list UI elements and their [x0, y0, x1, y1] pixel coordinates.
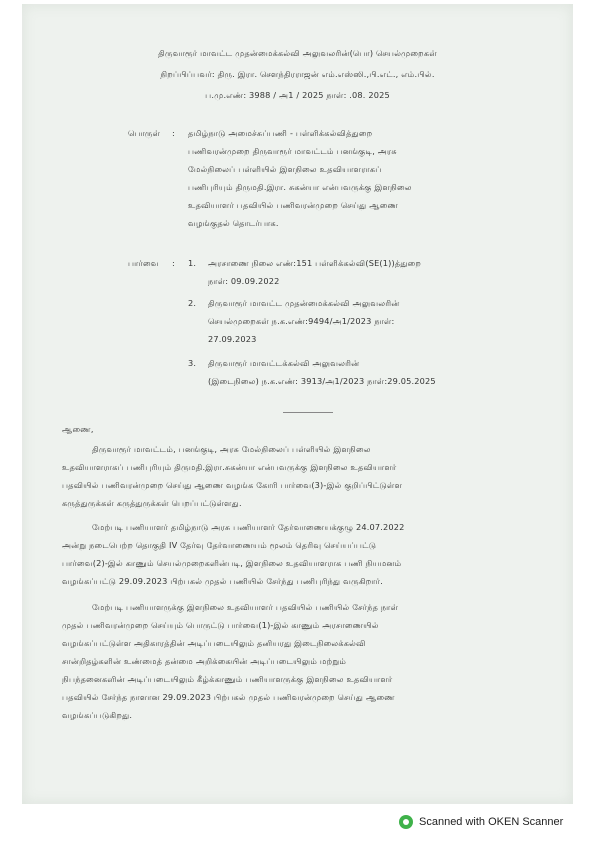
order-paragraph-line: முதல் பணிவரன்முறை செய்யும் பொருட்டு பார்வை(1)-இல் காணும் அரசாணையில் — [62, 620, 379, 630]
subject-line: பணிவரன்முறை திருவாரூர் மாவட்டம் பனங்குடி, அரசு — [188, 146, 397, 156]
order-paragraph-line: வழங்கப்பட்டு 29.09.2023 பிற்பகல் முதல் பணியில் சேர்ந்து பணிபுரிந்து வருகிறார். — [62, 576, 383, 586]
order-paragraph-line: மேற்படி பணியாளருக்கு இளநிலை உதவியாளர் பதவியில் பணியில் சேர்ந்த நாள் — [92, 602, 399, 612]
order-paragraph-line: பார்வை(2)-இல் காணும் செயல்முறைகளின்படி, இளநிலை உதவியாளராக பணி நியமனம் — [62, 558, 402, 568]
reference-line: 27.09.2023 — [208, 334, 257, 344]
order-paragraph-line: சான்றிதழ்களின் உண்மைத் தன்மை அறிக்கையின் அடிப்படையிலும் மற்றும் — [62, 656, 347, 666]
reference-line: திருவாரூர் மாவட்ட முதன்மைக்கல்வி அலுவலரின் — [208, 298, 400, 308]
subject-line: உதவியாளர் பதவியில் பணிவரன்முறை செய்து ஆணை — [188, 200, 399, 210]
header-reference-number: ப.மு.எண்: 3988 / அ1 / 2025 நாள்: .08. 2025 — [205, 90, 390, 100]
header-issuer: நிறப்பிப்பவர்: திரு. இரா. சௌந்திரராஜன் எம்.எஸ்ஸி.,பி.எட்., எம்.பில். — [160, 69, 435, 79]
subject-line: வழங்குதல் தொடர்பாக. — [188, 218, 279, 228]
section-divider — [283, 412, 333, 413]
reference-number: 2. — [188, 298, 197, 308]
scanner-watermark — [399, 815, 563, 829]
subject-line: பணிபுரியும் திருமதி.இரா. சுகன்யா என்பவருக்கு இளநிலை — [188, 182, 412, 192]
order-paragraph-line: வழங்கப்பட்டுள்ள அதிகாரத்தின் அடிப்படையிலும் தனியரது இடைநிலைக்கல்வி — [62, 638, 366, 648]
subject-label: பொருள் — [128, 128, 161, 138]
scanned-page: திருவாரூர் மாவட்ட முதன்மைக்கல்வி அலுவலரின்(பொ) செயல்முறைகள் நிறப்பிப்பவர்: திரு. இரா. சௌந்திரராஜன் எம்.எஸ்ஸி.,பி.எட்., எம்.பில். ப.மு.எண்: 3988 / அ1 / 2025 நாள்: .08. 2025 பொருள் : தமிழ்நாடு அமைச்சுப்பணி - பள்ளிக்கல்வித்துறை பணிவரன்முறை திருவாரூர் மாவட்டம் பனங்குடி, அரசு மேல்நிலைப் பள்ளியில் இளநிலை உதவியாளராகப் பணிபுரியும் திருமதி.இரா. சுகன்யா என்பவருக்கு இளநிலை உதவியாளர் பதவியில் பணிவரன்முறை செய்து ஆணை வழங்குதல் தொடர்பாக. பார்வை : 1. அரசாணை நிலை எண்:151 பள்ளிக்கல்வி(SE(1))த்துறை நாள்: 09.09.2022 2. திருவாரூர் மாவட்ட முதன்மைக்கல்வி அலுவலரின் செயல்முறைகள் ந.க.எண்:9494/அ1/2023 நாள்: 27.09.2023 3. திருவாரூர் மாவட்டக்கல்வி அலுவலரின் (இடைநிலை) ந.க.எண்: 3913/அ1/2023 நாள்:29.05.2025 ஆணை, திருவாரூர் மாவட்டம், பனங்குடி, அரசு மேல்நிலைப் பள்ளியில் இளநிலை உதவியாளராகப் பணிபுரியும் திருமதி.இரா.சுகன்யா என்பவருக்கு இளநிலை உதவியாளர் பதவியில் பணிவரன்முறை செய்து ஆணை வழங்க கோரி பார்வை(3)-இல் குறிப்பிட்டுள்ள கருத்துருக்கள் கருத்துருக்கள் பெறப்பட்டுள்ளது. மேற்படி பணியாளர் தமிழ்நாடு அரசு பணியாளர் தேர்வாணையக்குழு 24.07.2022 அன்று நடைபெற்ற தொகுதி IV தேர்வு தேர்வாணையம் மூலம் தெரிவு செய்யப்பட்டு பார்வை(2)-இல் காணும் செயல்முறைகளின்படி, இளநிலை உதவியாளராக பணி நியமனம் வழங்கப்பட்டு 29.09.2023 பிற்பகல் முதல் பணியில் சேர்ந்து பணிபுரிந்து வருகிறார். மேற்படி பணியாளருக்கு இளநிலை உதவியாளர் பதவியில் பணியில் சேர்ந்த நாள் முதல் பணிவரன்முறை செய்யும் பொருட்டு பார்வை(1)-இல் காணும் அரசாணையில் வழங்கப்பட்டுள்ள அதிகாரத்தின் அடிப்படையிலும் தனியரது இடைநிலைக்கல்வி சான்றிதழ்களின் உண்மைத் தன்மை அறிக்கையின் அடிப்படையிலும் மற்றும் நிபந்தனைகளின் அடிப்படையிலும் கீழ்க்காணும் பணியாளருக்கு இளநிலை உதவியாளர் பதவியில் சேர்ந்த நாளான 29.09.2023 பிற்பகல் முதல் பணிவரன்முறை செய்து ஆணை வழங்கப்படுகிறது. — [22, 4, 573, 804]
reference-line: செயல்முறைகள் ந.க.எண்:9494/அ1/2023 நாள்: — [208, 316, 395, 326]
reference-line: (இடைநிலை) ந.க.எண்: 3913/அ1/2023 நாள்:29.05.2025 — [208, 376, 436, 386]
reference-line: அரசாணை நிலை எண்:151 பள்ளிக்கல்வி(SE(1))த்துறை — [208, 258, 422, 268]
order-paragraph-line: பதவியில் சேர்ந்த நாளான 29.09.2023 பிற்பகல் முதல் பணிவரன்முறை செய்து ஆணை — [62, 692, 395, 702]
order-paragraph-line: கருத்துருக்கள் கருத்துருக்கள் பெறப்பட்டுள்ளது. — [62, 498, 242, 508]
order-paragraph-line: நிபந்தனைகளின் அடிப்படையிலும் கீழ்க்காணும் பணியாளருக்கு இளநிலை உதவியாளர் — [62, 674, 393, 684]
order-heading: ஆணை, — [62, 424, 94, 434]
oken-scanner-logo-icon — [399, 815, 413, 829]
subject-line: தமிழ்நாடு அமைச்சுப்பணி - பள்ளிக்கல்வித்துறை — [188, 128, 373, 138]
subject-line: மேல்நிலைப் பள்ளியில் இளநிலை உதவியாளராகப் — [188, 164, 382, 174]
order-paragraph-line: மேற்படி பணியாளர் தமிழ்நாடு அரசு பணியாளர் தேர்வாணையக்குழு 24.07.2022 — [92, 522, 405, 532]
order-paragraph-line: பதவியில் பணிவரன்முறை செய்து ஆணை வழங்க கோரி பார்வை(3)-இல் குறிப்பிட்டுள்ள — [62, 480, 403, 490]
reference-line: திருவாரூர் மாவட்டக்கல்வி அலுவலரின் — [208, 358, 360, 368]
order-paragraph-line: உதவியாளராகப் பணிபுரியும் திருமதி.இரா.சுகன்யா என்பவருக்கு இளநிலை உதவியாளர் — [62, 462, 397, 472]
order-paragraph-line: வழங்கப்படுகிறது. — [62, 710, 133, 720]
reference-number: 3. — [188, 358, 197, 368]
order-paragraph-line: திருவாரூர் மாவட்டம், பனங்குடி, அரசு மேல்நிலைப் பள்ளியில் இளநிலை — [92, 444, 371, 454]
reference-number: 1. — [188, 258, 197, 268]
header-office-title: திருவாரூர் மாவட்ட முதன்மைக்கல்வி அலுவலரின்(பொ) செயல்முறைகள் — [158, 48, 437, 58]
order-paragraph-line: அன்று நடைபெற்ற தொகுதி IV தேர்வு தேர்வாணையம் மூலம் தெரிவு செய்யப்பட்டு — [62, 540, 377, 550]
reference-line: நாள்: 09.09.2022 — [208, 276, 280, 286]
references-label: பார்வை — [128, 258, 159, 268]
scanner-text: Scanned with OKEN Scanner — [419, 816, 564, 828]
